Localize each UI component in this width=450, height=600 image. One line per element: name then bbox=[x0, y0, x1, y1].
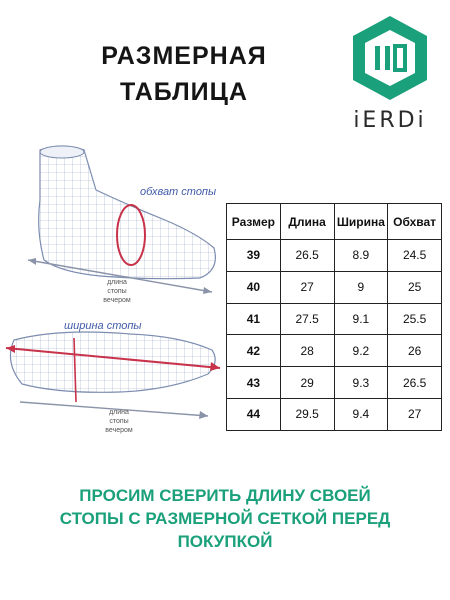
girth-cell: 25.5 bbox=[388, 303, 442, 335]
length-cell: 28 bbox=[280, 335, 334, 367]
length-cell: 27 bbox=[280, 271, 334, 303]
width-caption: ширина стопы bbox=[64, 320, 142, 332]
length-cell: 29.5 bbox=[280, 398, 334, 430]
header-length: Длина bbox=[280, 204, 334, 240]
header-width: Ширина bbox=[334, 204, 388, 240]
brand-name: iERDi bbox=[353, 108, 427, 133]
title-line-2: ТАБЛИЦА bbox=[120, 78, 248, 106]
header-girth: Обхват bbox=[388, 204, 442, 240]
foot-measurement-illustration bbox=[0, 140, 222, 440]
girth-cell: 24.5 bbox=[388, 240, 442, 272]
length-label-bottom: длина стопы вечером bbox=[105, 409, 133, 434]
table-row bbox=[227, 398, 442, 430]
brand-logo bbox=[345, 12, 435, 142]
width-cell: 8.9 bbox=[334, 240, 388, 272]
table-row bbox=[227, 271, 442, 303]
girth-caption: обхват стопы bbox=[140, 186, 217, 198]
table-header-row bbox=[227, 204, 442, 240]
size-cell: 39 bbox=[227, 240, 281, 272]
girth-cell: 25 bbox=[388, 271, 442, 303]
width-cell: 9.4 bbox=[334, 398, 388, 430]
length-label-top: длина стопы вечером bbox=[103, 279, 131, 304]
girth-cell: 26.5 bbox=[388, 367, 442, 399]
size-cell: 44 bbox=[227, 398, 281, 430]
page-title bbox=[74, 38, 294, 110]
notice-line-3: ПОКУПКОЙ bbox=[177, 532, 273, 551]
size-table bbox=[226, 203, 442, 431]
size-cell: 40 bbox=[227, 271, 281, 303]
size-check-notice bbox=[10, 484, 440, 553]
size-cell: 43 bbox=[227, 367, 281, 399]
table-row bbox=[227, 240, 442, 272]
width-cell: 9.1 bbox=[334, 303, 388, 335]
header-size: Размер bbox=[227, 204, 281, 240]
length-cell: 29 bbox=[280, 367, 334, 399]
girth-cell: 27 bbox=[388, 398, 442, 430]
girth-cell: 26 bbox=[388, 335, 442, 367]
notice-line-1: ПРОСИМ СВЕРИТЬ ДЛИНУ СВОЕЙ bbox=[79, 486, 371, 505]
size-cell: 41 bbox=[227, 303, 281, 335]
width-cell: 9.3 bbox=[334, 367, 388, 399]
size-cell: 42 bbox=[227, 335, 281, 367]
table-row bbox=[227, 335, 442, 367]
title-line-1: РАЗМЕРНАЯ bbox=[101, 42, 267, 70]
length-cell: 26.5 bbox=[280, 240, 334, 272]
notice-line-2: СТОПЫ С РАЗМЕРНОЙ СЕТКОЙ ПЕРЕД bbox=[59, 509, 391, 528]
table-row bbox=[227, 367, 442, 399]
length-cell: 27.5 bbox=[280, 303, 334, 335]
table-row bbox=[227, 303, 442, 335]
width-cell: 9.2 bbox=[334, 335, 388, 367]
width-cell: 9 bbox=[334, 271, 388, 303]
brand-emblem-icon bbox=[345, 12, 435, 104]
